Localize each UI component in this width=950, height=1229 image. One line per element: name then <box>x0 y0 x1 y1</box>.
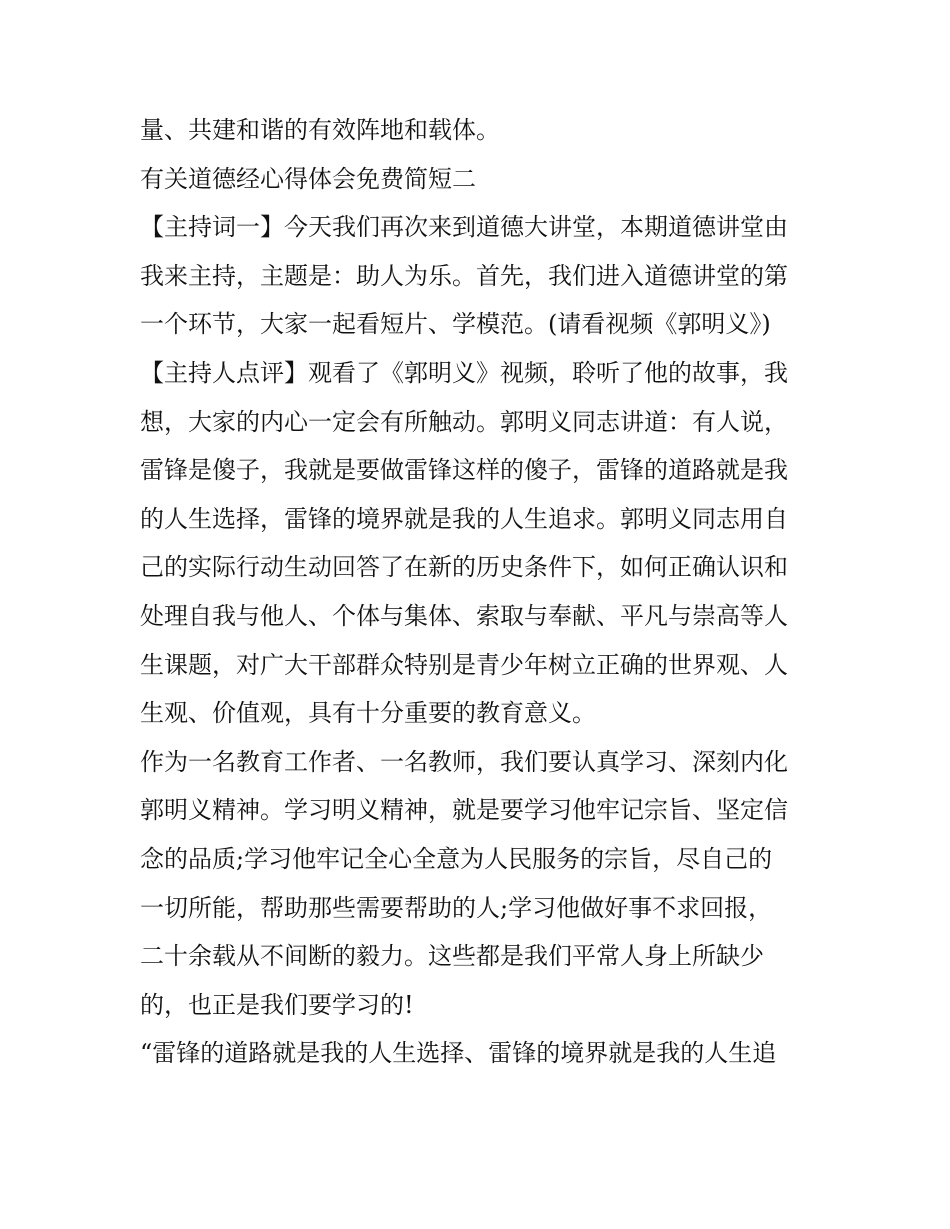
text-line: 雷锋是傻子，我就是要做雷锋这样的傻子，雷锋的道路就是我 <box>140 456 788 485</box>
text-line: 想，大家的内心一定会有所触动。郭明义同志讲道：有人说， <box>140 407 788 436</box>
text-line: 作为一名教育工作者、一名教师，我们要认真学习、深刻内化 <box>140 747 788 776</box>
text-line: 一个环节，大家一起看短片、学模范。(请看视频《郭明义》) <box>140 310 771 339</box>
text-line: 郭明义精神。学习明义精神，就是要学习他牢记宗旨、坚定信 <box>140 796 788 825</box>
section-heading: 有关道德经心得体会免费简短二 <box>140 164 476 193</box>
text-line: 处理自我与他人、个体与集体、索取与奉献、平凡与崇高等人 <box>140 601 788 630</box>
text-line: 的人生选择，雷锋的境界就是我的人生追求。郭明义同志用自 <box>140 504 788 533</box>
text-line: 生观、价值观，具有十分重要的教育意义。 <box>140 699 596 728</box>
text-line: 的，也正是我们要学习的! <box>140 990 414 1019</box>
text-line: 二十余载从不间断的毅力。这些都是我们平常人身上所缺少 <box>140 942 764 971</box>
text-line: 【主持词一】今天我们再次来到道德大讲堂，本期道德讲堂由 <box>140 213 788 242</box>
text-line: “雷锋的道路就是我的人生选择、雷锋的境界就是我的人生追 <box>140 1039 777 1068</box>
text-line: 量、共建和谐的有效阵地和载体。 <box>140 116 500 144</box>
text-line: 【主持人点评】观看了《郭明义》视频，聆听了他的故事，我 <box>140 358 788 387</box>
text-line: 一切所能，帮助那些需要帮助的人;学习他做好事不求回报， <box>140 893 773 922</box>
text-line: 念的品质;学习他牢记全心全意为人民服务的宗旨，尽自己的 <box>140 844 773 873</box>
text-line: 我来主持，主题是：助人为乐。首先，我们进入道德讲堂的第 <box>140 261 788 290</box>
document-body <box>140 106 830 1078</box>
text-line: 己的实际行动生动回答了在新的历史条件下，如何正确认识和 <box>140 553 788 582</box>
text-line: 生课题，对广大干部群众特别是青少年树立正确的世界观、人 <box>140 650 788 679</box>
